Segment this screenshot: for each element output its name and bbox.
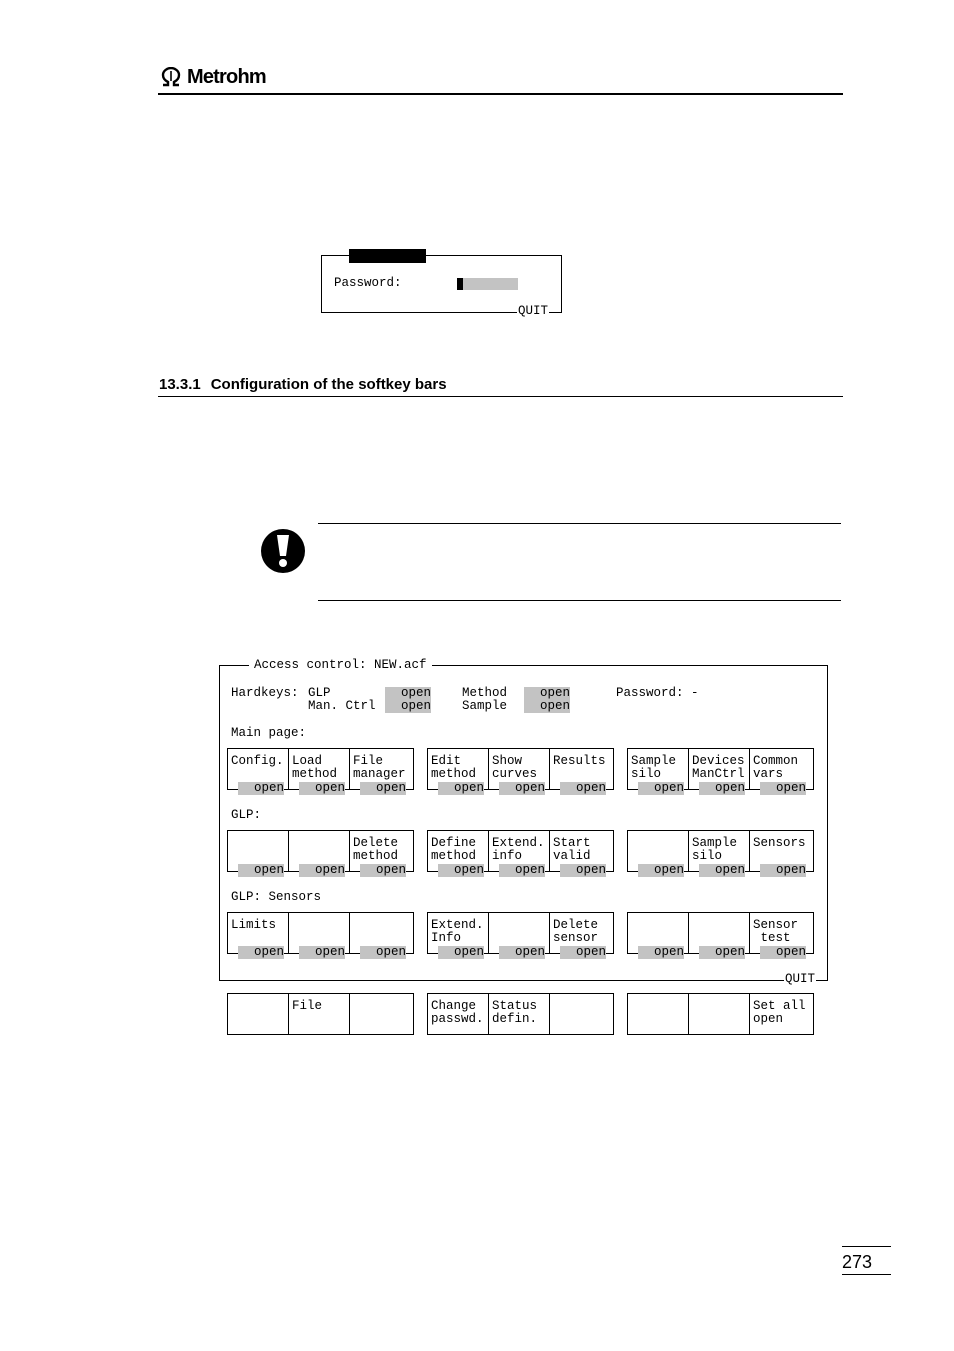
section-label: GLP: Sensors [231, 890, 322, 904]
softkey-button[interactable] [689, 994, 750, 1034]
softkey-cell[interactable] [550, 913, 611, 959]
softkey-access-value[interactable]: open [238, 782, 284, 795]
softkey-cell[interactable] [289, 749, 350, 795]
softkey-group [627, 830, 814, 877]
logo-text: Metrohm [187, 65, 266, 88]
softkey-bar-group [227, 993, 414, 1035]
softkey-cell[interactable] [489, 913, 550, 959]
softkey-button[interactable] [289, 994, 350, 1034]
softkey-access-value[interactable]: open [238, 946, 284, 959]
softkey-cell[interactable] [428, 913, 489, 959]
section-number: 13.3.1 [159, 376, 201, 393]
softkey-cell[interactable] [428, 749, 489, 795]
hardkey-value[interactable]: open [385, 687, 431, 700]
softkey-access-value[interactable]: open [760, 782, 806, 795]
softkey-group [227, 912, 414, 959]
softkey-access-value[interactable]: open [360, 864, 406, 877]
softkey-button[interactable] [750, 994, 811, 1034]
softkey-label: Delete method [353, 836, 399, 863]
softkey-access-value[interactable]: open [760, 864, 806, 877]
softkey-access-value[interactable]: open [299, 782, 345, 795]
section-heading [159, 376, 447, 393]
softkey-button[interactable] [628, 994, 689, 1034]
note-rule-bottom [318, 600, 841, 601]
softkey-access-value[interactable]: open [360, 782, 406, 795]
softkey-label: Delete sensor [553, 918, 599, 945]
hardkey-name: Method [462, 686, 508, 700]
softkey-button[interactable] [428, 994, 489, 1034]
softkey-group [427, 912, 614, 959]
softkey-cell[interactable] [489, 831, 550, 877]
softkey-cell[interactable] [750, 831, 811, 877]
softkey-label: Extend. info [492, 836, 545, 863]
softkey-access-value[interactable]: open [499, 864, 545, 877]
softkey-label: Devices ManCtrl [692, 754, 745, 781]
header-rule [158, 93, 843, 95]
password-status: Password: - [616, 686, 699, 700]
password-label: Password: [334, 276, 402, 290]
softkey-button[interactable] [550, 994, 611, 1034]
softkey-cell[interactable] [550, 831, 611, 877]
softkey-bar-group [427, 993, 614, 1035]
softkey-label: Status defin. [492, 999, 538, 1026]
softkey-label: File manager [353, 754, 406, 781]
softkey-access-value[interactable]: open [299, 864, 345, 877]
softkey-access-value[interactable]: open [438, 864, 484, 877]
page-number-rule [842, 1274, 891, 1275]
softkey-cell[interactable] [628, 913, 689, 959]
softkey-cell[interactable] [750, 749, 811, 795]
softkey-group [427, 830, 614, 877]
softkey-button[interactable] [228, 994, 289, 1034]
softkey-cell[interactable] [350, 749, 411, 795]
softkey-cell[interactable] [228, 913, 289, 959]
softkey-label: Sample silo [631, 754, 677, 781]
section-title: Configuration of the softkey bars [210, 376, 447, 393]
softkey-cell[interactable] [289, 913, 350, 959]
softkey-cell[interactable] [350, 831, 411, 877]
text-cursor [457, 278, 463, 290]
softkey-cell[interactable] [750, 913, 811, 959]
softkey-access-value[interactable]: open [638, 946, 684, 959]
softkey-cell[interactable] [228, 749, 289, 795]
softkey-access-value[interactable]: open [438, 782, 484, 795]
exclamation-icon [260, 528, 306, 574]
softkey-access-value[interactable]: open [238, 864, 284, 877]
softkey-access-value[interactable]: open [699, 782, 745, 795]
softkey-access-value[interactable]: open [560, 782, 606, 795]
softkey-access-value[interactable]: open [360, 946, 406, 959]
quit-label[interactable]: QUIT [785, 972, 816, 986]
softkey-label: Sensor test [753, 918, 799, 945]
softkey-cell[interactable] [628, 749, 689, 795]
softkey-access-value[interactable]: open [499, 946, 545, 959]
softkey-cell[interactable] [428, 831, 489, 877]
softkey-cell[interactable] [489, 749, 550, 795]
softkey-access-value[interactable]: open [560, 864, 606, 877]
section-label: GLP: [231, 808, 262, 822]
softkey-cell[interactable] [350, 913, 411, 959]
softkey-label: Set all open [753, 999, 806, 1026]
softkey-label: Common vars [753, 754, 799, 781]
softkey-label: Config. [231, 754, 284, 768]
softkey-label: Start valid [553, 836, 591, 863]
softkey-group [227, 748, 414, 795]
hardkeys-label: Hardkeys: [231, 686, 299, 700]
softkey-label: Load method [292, 754, 338, 781]
softkey-access-value[interactable]: open [699, 946, 745, 959]
softkey-label: File [292, 999, 323, 1013]
quit-label[interactable]: QUIT [518, 304, 549, 318]
section-rule [158, 396, 843, 397]
softkey-cell[interactable] [689, 913, 750, 959]
softkey-label: Show curves [492, 754, 538, 781]
softkey-access-value[interactable]: open [438, 946, 484, 959]
softkey-group [427, 748, 614, 795]
softkey-label: Results [553, 754, 606, 768]
softkey-cell[interactable] [228, 831, 289, 877]
softkey-access-value[interactable]: open [760, 946, 806, 959]
hardkey-name: Man. Ctrl [308, 699, 376, 713]
password-dialog-titlebar [349, 249, 426, 263]
softkey-label: Edit method [431, 754, 477, 781]
softkey-access-value[interactable]: open [638, 782, 684, 795]
softkey-cell[interactable] [628, 831, 689, 877]
softkey-label: Limits [231, 918, 277, 932]
softkey-group [627, 912, 814, 959]
password-input[interactable] [457, 278, 518, 290]
softkey-group [227, 830, 414, 877]
softkey-label: Define method [431, 836, 477, 863]
softkey-label: Sensors [753, 836, 806, 850]
hardkey-name: Sample [462, 699, 508, 713]
softkey-button[interactable] [350, 994, 411, 1034]
note-rule-top [318, 523, 841, 524]
softkey-cell[interactable] [689, 749, 750, 795]
softkey-access-value[interactable]: open [699, 864, 745, 877]
softkey-label: Sample silo [692, 836, 738, 863]
softkey-cell[interactable] [689, 831, 750, 877]
section-label: Main page: [231, 726, 307, 740]
page-number-rule [842, 1246, 891, 1247]
hardkey-value[interactable]: open [385, 700, 431, 713]
window-title: Access control: NEW.acf [249, 659, 432, 672]
softkey-access-value[interactable]: open [499, 782, 545, 795]
softkey-access-value[interactable]: open [560, 946, 606, 959]
omega-icon [160, 67, 182, 87]
softkey-button[interactable] [489, 994, 550, 1034]
hardkey-name: GLP [308, 686, 331, 700]
softkey-label: Change passwd. [431, 999, 484, 1026]
softkey-label: Extend. Info [431, 918, 484, 945]
softkey-cell[interactable] [550, 749, 611, 795]
softkey-cell[interactable] [289, 831, 350, 877]
hardkey-value[interactable]: open [524, 700, 570, 713]
softkey-access-value[interactable]: open [638, 864, 684, 877]
softkey-bar-group [627, 993, 814, 1035]
metrohm-logo [160, 66, 266, 88]
hardkey-value[interactable]: open [524, 687, 570, 700]
page-number: 273 [842, 1252, 873, 1272]
softkey-access-value[interactable]: open [299, 946, 345, 959]
softkey-group [627, 748, 814, 795]
